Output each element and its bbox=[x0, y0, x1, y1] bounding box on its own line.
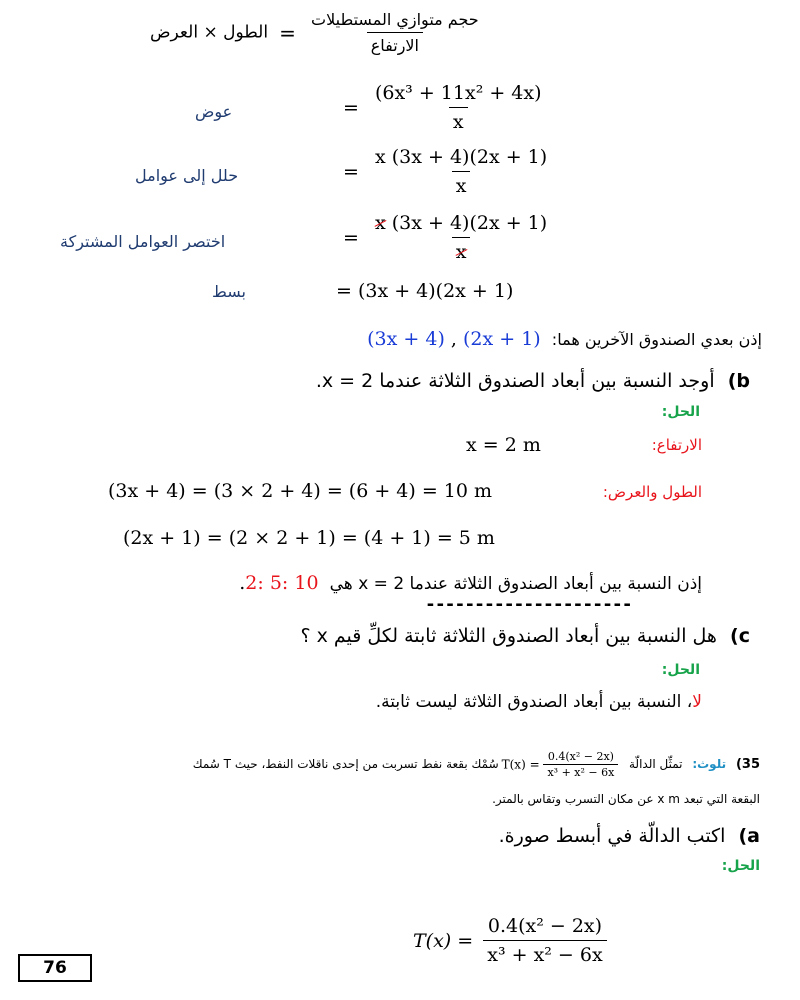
part-a-func-num: 0.4(x² − 2x) bbox=[487, 915, 603, 937]
part-a-func-den: x³ + x² − 6x bbox=[483, 940, 606, 966]
part-a-func-frac bbox=[483, 915, 606, 966]
divider-dashes: --------------------- bbox=[425, 594, 632, 615]
part-a-question-row bbox=[499, 825, 760, 847]
step2-label: عوض bbox=[195, 102, 233, 121]
dim-2: (2x + 1) bbox=[462, 328, 541, 350]
inline-func-num: 0.4(x² − 2x) bbox=[547, 750, 614, 763]
dims-text: إذن بعدي الصندوق الآخرين هما: bbox=[551, 330, 762, 349]
step2-fraction bbox=[371, 82, 546, 133]
step3-expr bbox=[343, 146, 551, 197]
step4-num-rest: (3x + 4)(2x + 1) bbox=[385, 212, 548, 234]
step2-den: x bbox=[449, 107, 468, 133]
part-c-question-row bbox=[300, 625, 750, 647]
step1-equals: = bbox=[279, 20, 296, 45]
problem-35-line1 bbox=[193, 750, 760, 779]
part-a-func-lhs: T(x) = bbox=[413, 929, 474, 952]
height-expr: x = 2 m bbox=[466, 434, 541, 456]
part-b-question-row bbox=[316, 370, 750, 392]
part-c-letter: c) bbox=[730, 625, 750, 647]
step4-fraction bbox=[371, 212, 551, 263]
step4-expr bbox=[343, 212, 551, 263]
inline-func-den: x³ + x² − 6x bbox=[543, 764, 618, 779]
step1-fraction bbox=[307, 10, 483, 55]
step3-label: حلل إلى عوامل bbox=[135, 166, 239, 185]
step4-equals: = bbox=[343, 226, 359, 249]
dim-1: (3x + 4) bbox=[367, 328, 445, 350]
part-b-question: أوجد النسبة بين أبعاد الصندوق الثلاثة عندما 2 = x. bbox=[315, 370, 715, 392]
step5-expr: = (3x + 4)(2x + 1) bbox=[336, 280, 514, 302]
answer-no: لا bbox=[692, 692, 702, 712]
part-b-letter: b) bbox=[727, 370, 750, 392]
step2-equals: = bbox=[343, 96, 359, 119]
step1-frac-num: حجم متوازي المستطيلات bbox=[311, 10, 479, 29]
page-number: 76 bbox=[18, 954, 92, 982]
part-b-solution-label: الحل: bbox=[661, 404, 700, 420]
conclusion-text: إذن النسبة بين أبعاد الصندوق الثلاثة عندما 2 = x هي bbox=[329, 574, 702, 594]
dims-values bbox=[367, 328, 541, 350]
step3-num: x (3x + 4)(2x + 1) bbox=[374, 146, 548, 168]
step4-den bbox=[452, 237, 471, 263]
problem-topic: تلوث: bbox=[692, 757, 727, 771]
step5-label: بسط bbox=[212, 282, 246, 301]
answer-rest: ، النسبة بين أبعاد الصندوق الثلاثة ليست ثابتة. bbox=[375, 692, 693, 712]
lw-expr-2: (2x + 1) = (2 × 2 + 1) = (4 + 1) = 5 m bbox=[123, 527, 495, 549]
part-a-function bbox=[413, 915, 607, 966]
step4-label: اختصر العوامل المشتركة bbox=[60, 232, 226, 251]
part-c-answer bbox=[376, 692, 702, 712]
step3-equals: = bbox=[343, 160, 359, 183]
inline-func-lhs: T(x) = bbox=[501, 757, 540, 772]
step1-row bbox=[150, 10, 483, 55]
lw-label: الطول والعرض: bbox=[602, 483, 702, 501]
height-label: الارتفاع: bbox=[651, 436, 702, 454]
lw-expr-1: (3x + 4) = (3 × 2 + 4) = (6 + 4) = 10 m bbox=[108, 480, 493, 502]
cancelled-x-den: x bbox=[455, 241, 467, 263]
step2-expr bbox=[343, 82, 546, 133]
part-c-solution-label: الحل: bbox=[661, 662, 700, 678]
dims-line bbox=[367, 328, 762, 350]
part-c-question: هل النسبة بين أبعاد الصندوق الثلاثة ثابتة لكلِّ قيم x ؟ bbox=[300, 625, 717, 647]
problem-line1-text: تمثِّل الدالّة bbox=[628, 757, 683, 771]
conclusion-period: . bbox=[239, 572, 246, 594]
step3-den: x bbox=[452, 171, 471, 197]
step1-rhs: الطول × العرض bbox=[150, 22, 269, 43]
dims-separator: , bbox=[444, 328, 463, 350]
part-a-question: اكتب الدالّة في أبسط صورة. bbox=[498, 825, 726, 847]
cancelled-x-num: x bbox=[374, 212, 386, 234]
problem-35-line2: البقعة التي تبعد x m عن مكان التسرب وتقاس بالمتر. bbox=[492, 792, 760, 806]
step1-frac-den: الارتفاع bbox=[367, 32, 423, 55]
problem-number: 35) bbox=[735, 757, 760, 772]
problem-inline-func bbox=[501, 750, 623, 779]
problem-line1-rest: سُمْك بقعة نفط تسربت من إحدى ناقلات النفط، حيث T سُمك bbox=[192, 757, 499, 771]
ratio-value: 2: 5: 10 bbox=[245, 572, 319, 594]
part-a-letter: a) bbox=[738, 825, 760, 847]
step2-num: (6x³ + 11x² + 4x) bbox=[374, 82, 542, 104]
part-b-conclusion bbox=[239, 572, 702, 594]
part-a-solution-label: الحل: bbox=[721, 858, 760, 874]
inline-func-frac bbox=[543, 750, 618, 779]
step4-num bbox=[371, 212, 551, 237]
step3-fraction bbox=[371, 146, 551, 197]
